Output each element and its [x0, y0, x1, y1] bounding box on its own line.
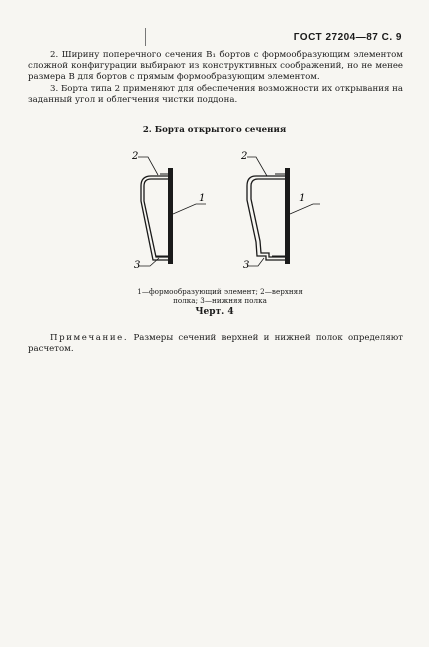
figure-4 — [120, 145, 320, 280]
label-left-1: 1 — [199, 193, 206, 204]
label-right-2: 2 — [241, 151, 248, 162]
note — [28, 333, 403, 355]
profile-left — [138, 157, 206, 266]
label-right-1: 1 — [299, 193, 306, 204]
scan-mark — [145, 28, 146, 46]
section-title: 2. Борта открытого сечения — [142, 125, 287, 135]
note-label: Примечание. — [50, 333, 129, 343]
figure-legend: 1—формообразующий элемент; 2—верхняя полка; 3—нижняя полка — [137, 287, 303, 305]
profile-right — [247, 157, 320, 266]
note-text: Размеры сечений верхней и нижней полок определяют расчетом. — [28, 333, 403, 354]
paragraph-2: 2. Ширину поперечного сечения В₁ бортов с формообразующим элементом сложной конфигурации выбирают из конструктивных соображений, но не менее размера В для бортов с прямым формообразующим элементом. — [28, 50, 403, 82]
figure-caption: Черт. 4 — [195, 307, 234, 317]
label-left-2: 2 — [132, 151, 139, 162]
label-right-3: 3 — [243, 260, 250, 271]
page-header: ГОСТ 27204—87 С. 9 — [293, 32, 402, 43]
label-left-3: 3 — [134, 260, 141, 271]
paragraph-3: 3. Борта типа 2 применяют для обеспечения возможности их открывания на заданный угол и облегчения чистки поддона. — [28, 84, 403, 105]
